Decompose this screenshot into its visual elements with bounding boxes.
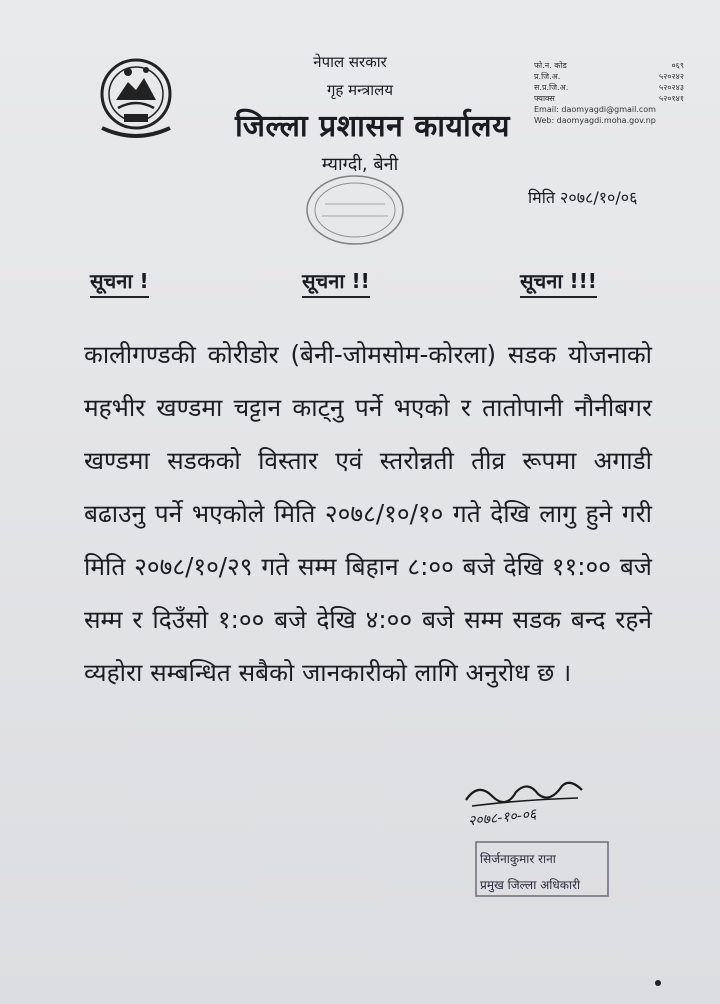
office-title: जिल्ला प्रशासन कार्यालय xyxy=(235,109,510,144)
contact-row: फ्याक्स ५२०१४१ xyxy=(534,94,684,103)
notice-heading: सूचना !!! xyxy=(520,267,597,298)
notice-heading: सूचना !! xyxy=(302,267,370,298)
website-text: Web: daomyagdi.moha.gov.np xyxy=(534,116,656,125)
notice-headings xyxy=(80,267,650,301)
notice-heading: सूचना ! xyxy=(90,267,149,298)
government-name: नेपाल सरकार xyxy=(313,53,387,71)
seal-officer-title: प्रमुख जिल्ला अधिकारी xyxy=(480,878,581,892)
notice-body: कालीगण्डकी कोरीडोर (बेनी-जोमसोम-कोरला) सडक योजनाको महभीर खण्डमा चट्टान काट्नु पर्ने भएको र तातोपानी नौनीबगर खण्डमा सडकको विस्तार एवं स्तरोन्नती तीव्र रूपमा अगाडी बढाउनु पर्ने भएकोले मिति २०७८/१०/१० गते देखि लागु हुने गरी मिति २०७८/१०/२९ गते सम्म बिहान ८:०० बजे देखि ११:०० बजे सम्म र दिउँसो १:०० बजे देखि ४:०० बजे सम्म सडक बन्द रहने व्यहोरा सम्बन्धित सबैको जानकारीको लागि अनुरोध छ । xyxy=(84,340,652,687)
office-location: म्याग्दी, बेनी xyxy=(321,154,399,175)
nepal-government-emblem-icon xyxy=(88,48,184,144)
contact-row: फो.न. कोड ०६९ xyxy=(534,61,684,70)
ministry-name: गृह मन्त्रालय xyxy=(326,81,394,99)
contact-block xyxy=(534,60,684,126)
document-date: मिति २०७८/१०/०६ xyxy=(528,188,638,207)
ink-dot xyxy=(655,980,661,986)
signature-date: २०७८-१०-०६ xyxy=(467,806,538,830)
seal-officer-name: सिर्जनाकुमार राना xyxy=(480,852,556,866)
office-round-stamp-icon xyxy=(300,168,410,248)
contact-row: स.प्र.जि.अ. ५२०२४३ xyxy=(534,83,684,92)
email-text: Email: daomyagdi@gmail.com xyxy=(534,105,656,114)
contact-row: प्र.जि.अ. ५२०२४२ xyxy=(534,72,684,81)
